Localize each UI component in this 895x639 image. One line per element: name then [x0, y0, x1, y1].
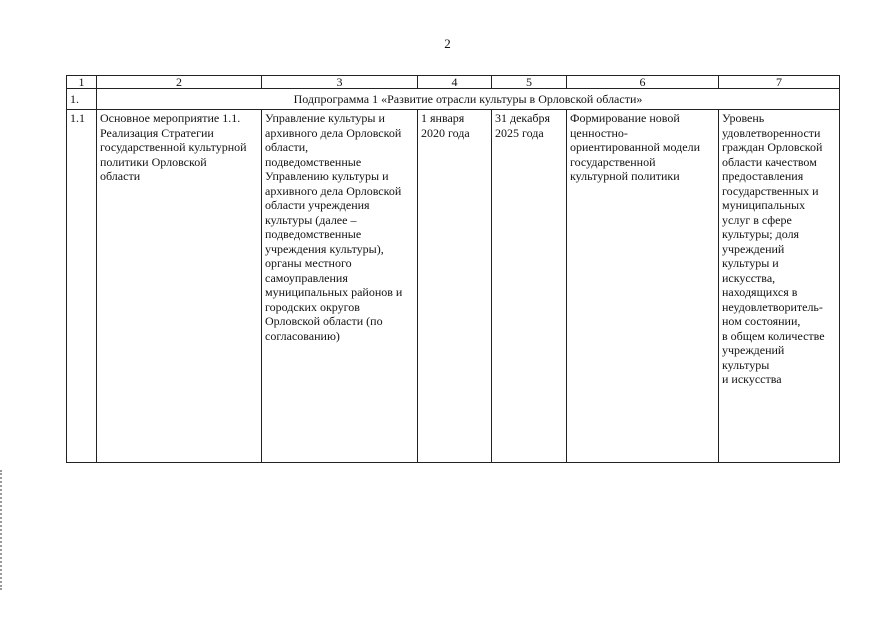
header-cell: 6 — [567, 76, 719, 89]
scan-edge-artifact — [0, 470, 5, 590]
executor-cell — [262, 110, 418, 463]
subprogram-number: 1. — [67, 89, 97, 110]
start-cell — [418, 110, 492, 463]
table-row — [67, 110, 840, 463]
indicator-text: Уровень удовлетворенности граждан Орловской области качеством предоставления государственных и муниципальных услуг в сфере культуры; доля учреждений культуры и искусства, находящихся в неудовлетворитель- ном состоянии, в общем количестве учреждений культуры и искусства — [722, 111, 825, 386]
executor-text: Управление культуры и архивного дела Орловской области, подведомственные Управлению культуры и архивного дела Орловской области учреждения культуры (далее – подведомственные учреждения культуры), органы местного самоуправления муниципальных районов и городских округов Орловской области (по согласованию) — [265, 111, 403, 343]
row-number — [67, 110, 97, 463]
subprogram-title: Подпрограмма 1 «Развитие отрасли культуры в Орловской области» — [97, 89, 840, 110]
result-text: Формирование новой ценностно- ориентированной модели государственной культурной политики — [570, 111, 701, 183]
start-date-text: 1 января 2020 года — [421, 111, 470, 140]
result-cell — [567, 110, 719, 463]
header-cell: 4 — [418, 76, 492, 89]
program-table — [66, 75, 840, 463]
event-cell — [97, 110, 262, 463]
indicator-cell — [719, 110, 840, 463]
page-number: 2 — [444, 36, 451, 51]
table-header-row — [67, 76, 840, 89]
event-text: Основное мероприятие 1.1. Реализация Стратегии государственной культурной политики Орловской области — [100, 111, 247, 183]
header-cell: 5 — [492, 76, 567, 89]
end-cell — [492, 110, 567, 463]
header-cell: 1 — [67, 76, 97, 89]
subprogram-row — [67, 89, 840, 110]
header-cell: 7 — [719, 76, 840, 89]
row-number-text: 1.1 — [70, 111, 85, 125]
header-cell: 2 — [97, 76, 262, 89]
header-cell: 3 — [262, 76, 418, 89]
end-date-text: 31 декабря 2025 года — [495, 111, 551, 140]
